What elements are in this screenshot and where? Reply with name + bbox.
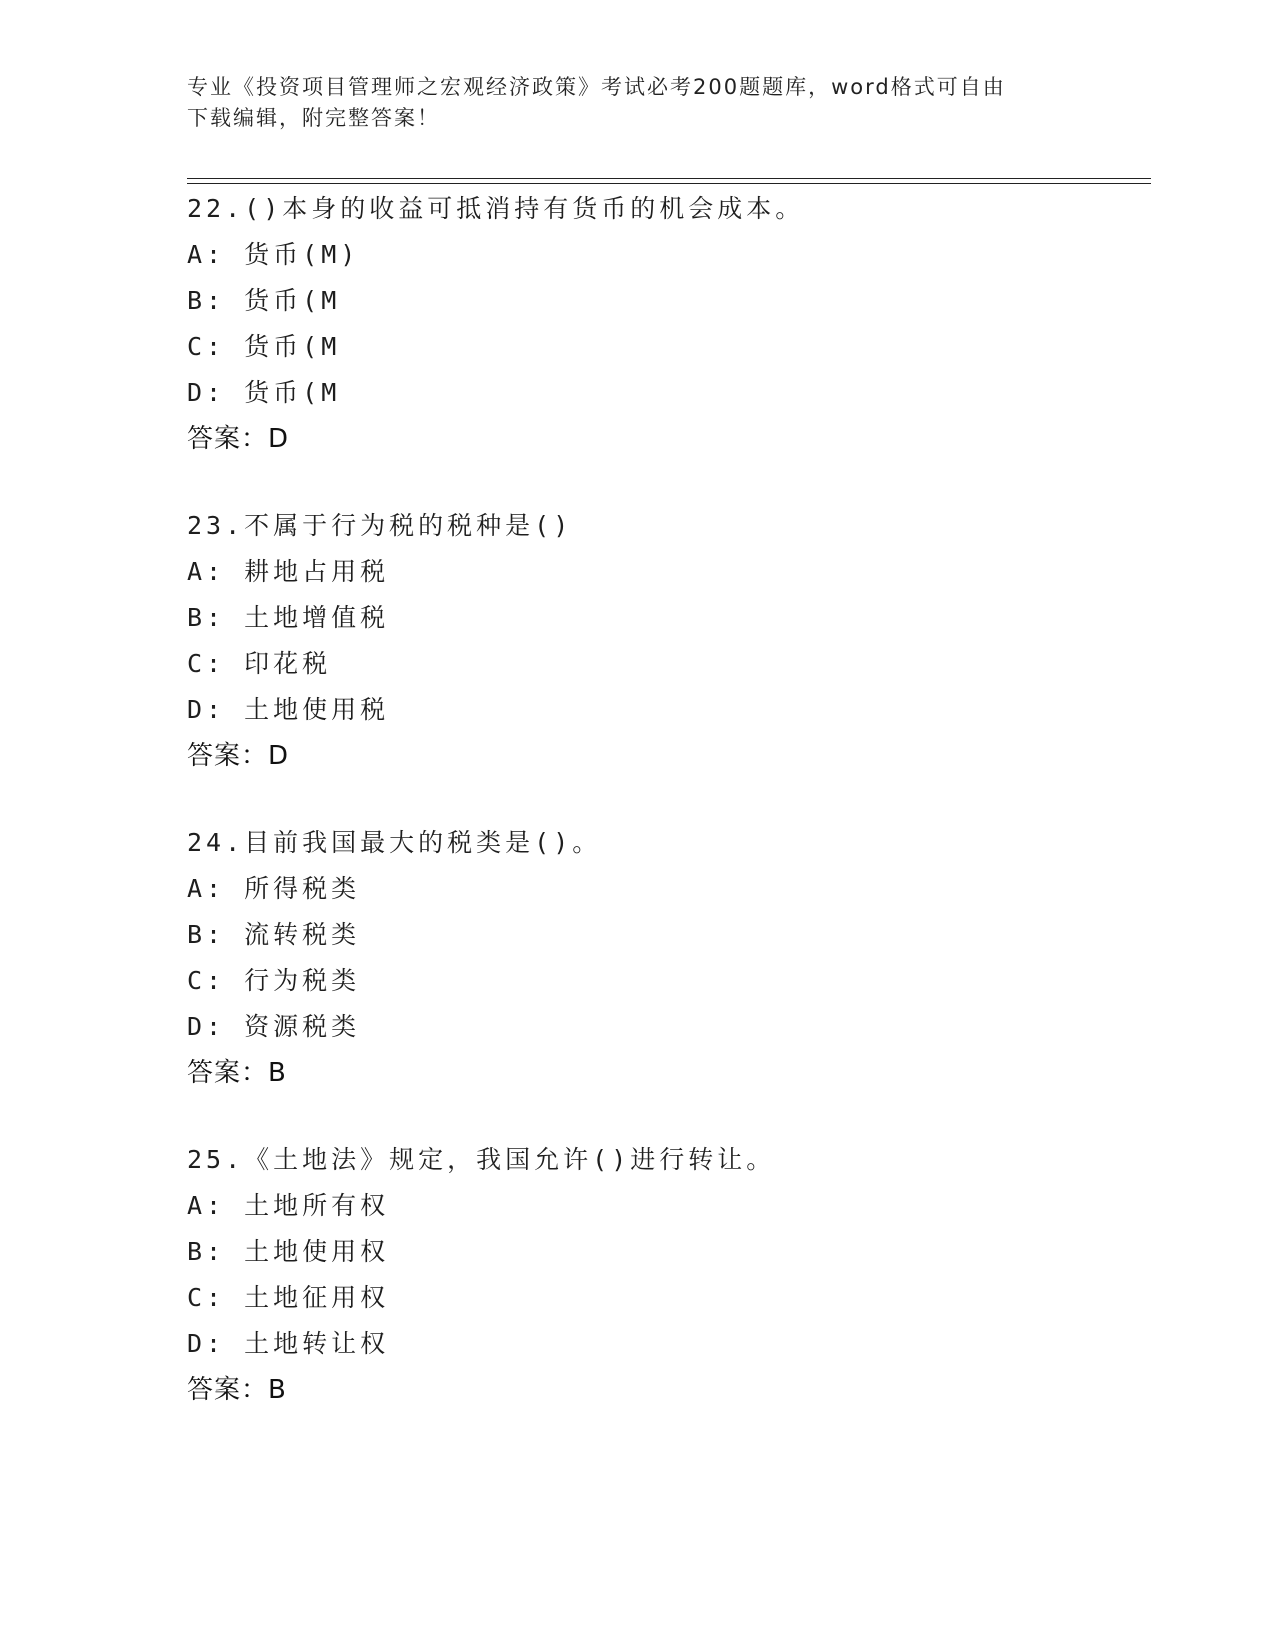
option-b: B: 流转税类 [187,920,361,949]
option-a: A: 货币(M) [187,240,360,269]
answer-line: 答案：D [187,424,290,454]
option-b: B: 土地增值税 [187,603,390,632]
option-c: C: 货币(M [187,332,341,361]
answer-line: 答案：B [187,1058,287,1088]
option-a: A: 所得税类 [187,874,361,903]
document-header [187,72,1087,134]
option-d: D: 货币(M [187,378,341,407]
answer-line: 答案：B [187,1375,287,1405]
option-d: D: 资源税类 [187,1012,361,1041]
question-stem: 25.《土地法》规定，我国允许()进行转让。 [187,1145,776,1174]
header-divider-bottom [187,183,1151,184]
header-line-2: 下载编辑，附完整答案！ [187,106,440,130]
option-d: D: 土地转让权 [187,1329,390,1358]
header-line-1: 专业《投资项目管理师之宏观经济政策》考试必考200题题库，word格式可自由 [187,75,1006,99]
option-b: B: 土地使用权 [187,1237,390,1266]
answer-line: 答案：D [187,741,290,771]
question-stem: 23.不属于行为税的税种是() [187,511,573,540]
question-block [187,1137,1147,1413]
question-stem: 22.()本身的收益可抵消持有货币的机会成本。 [187,194,805,223]
question-block [187,820,1147,1096]
option-a: A: 耕地占用税 [187,557,390,586]
option-d: D: 土地使用税 [187,695,390,724]
option-c: C: 行为税类 [187,966,361,995]
option-a: A: 土地所有权 [187,1191,390,1220]
question-stem: 24.目前我国最大的税类是()。 [187,828,602,857]
header-divider-top [187,178,1151,179]
option-c: C: 印花税 [187,649,332,678]
option-c: C: 土地征用权 [187,1283,390,1312]
question-block [187,503,1147,779]
question-block [187,186,1147,462]
option-b: B: 货币(M [187,286,341,315]
